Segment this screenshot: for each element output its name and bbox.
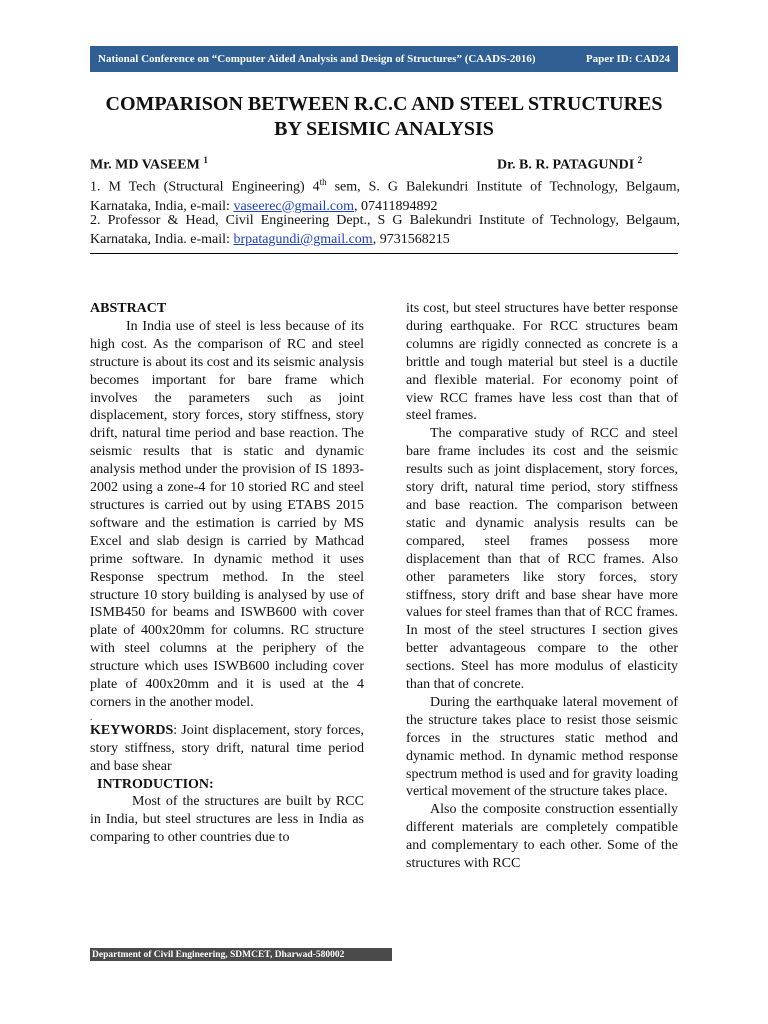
affiliation-2-text: 2. Professor & Head, Civil Engineering Dept., S G Balekundri Institute of Technology, Belgaum, Karnataka, India. e-mail: <box>90 213 680 247</box>
author-2-name: Dr. B. R. PATAGUNDI <box>497 157 635 173</box>
email-link-1[interactable]: vaseerec@gmail.com <box>233 198 354 214</box>
right-paragraph-3: During the earthquake lateral movement of the structure takes place to resist those seismic forces in the structures static method and dynamic method. In dynamic method response spectrum method is used and for gravity loading vertical movement of the structure takes place. <box>406 694 678 800</box>
paper-title-line1: COMPARISON BETWEEN R.C.C AND STEEL STRUCTURES <box>105 93 663 115</box>
affiliation-1-phone: , 07411894892 <box>354 198 438 214</box>
right-paragraph-1: its cost, but steel structures have better response during earthquake. For RCC structures beam columns are rigidly connected as concrete is a brittle and tough material but steel is a ductile and flexible material. For economy point of view RCC frames have less cost than that of steel frames. <box>406 301 678 424</box>
keywords-label: KEYWORDS <box>90 722 174 738</box>
abstract-text: In India use of steel is less because of its high cost. As the comparison of RC and steel structure is about its cost and its seismic analysis becomes important for bare frame which involves the parameters such as joint displacement, story forces, story stiffness, story drift, natural time period and base reaction. The seismic results that is static and dynamic analysis method under the provision of IS 1893-2002 using a zone-4 for 10 storied RC and steel structures is carried out by using ETABS 2015 software and the estimation is carried by MS Excel and slab design is carried by Mathcad prime software. In dynamic method it uses Response spectrum method. In the steel structure 10 story building is analysed by use of ISMB450 for beams and ISWB600 with cover plate of 400x20mm for columns. RC structure with steel columns at the periphery of the structure which uses ISWB600 including cover plate of 400x20mm and it is used at the 4 corners in the another model. <box>90 318 364 710</box>
author-1-sup: 1 <box>203 155 208 165</box>
author-2-sup: 2 <box>637 155 643 165</box>
stray-dot: . <box>90 711 93 722</box>
conference-header-bar <box>90 46 678 72</box>
affiliation-2-phone: , 9731568215 <box>372 232 450 247</box>
right-paragraph-2: The comparative study of RCC and steel bare frame includes its cost and the seismic results such as joint displacement, story forces, story drift, natural time period, story stiffness and base reaction. The comparison between static and dynamic analysis results can be compared, steel frames possess more displacement than that of RCC frames. Also other parameters like story forces, story stiffness, story drift and base shear have more values for steel frames than that of RCC frames. In most of the steel structures I section gives better advantageous compare to the other sections. Steel has more modulus of elasticity than that of concrete. <box>406 426 678 693</box>
email-link-2[interactable]: brpatagundi@gmail.com <box>233 232 373 247</box>
abstract-heading: ABSTRACT <box>90 301 167 316</box>
right-paragraph-4: Also the composite construction essentially different materials are completely compatible and complementary to each other. Some of the structures with RCC <box>406 802 678 872</box>
department-footer-bar <box>90 948 392 961</box>
conference-name: National Conference on “Computer Aided Analysis and Design of Structures” (CAADS-2016) <box>98 53 536 65</box>
affiliation-2 <box>90 211 680 249</box>
header-divider <box>90 253 678 254</box>
left-column <box>90 300 364 847</box>
introduction-heading: INTRODUCTION: <box>97 776 214 792</box>
affiliation-1-sup: th <box>319 177 327 187</box>
introduction-paragraph-1: Most of the structures are built by RCC in India, but steel structures are less in India as comparing to other countries due to <box>90 794 364 846</box>
affiliation-1-text-b: sem, S. G Balekundri Institute of Technology, Belgaum, Karnataka, India, e-mail: <box>90 179 680 214</box>
keywords-text: : Joint displacement, story forces, story stiffness, story drift, natural time period and base shear <box>90 722 364 774</box>
paper-id: Paper ID: CAD24 <box>585 53 670 65</box>
paper-title-line2: BY SEISMIC ANALYSIS <box>274 118 494 140</box>
affiliation-1-text-a: 1. M Tech (Structural Engineering) 4 <box>90 179 320 195</box>
keywords <box>90 722 364 776</box>
affiliation-1 <box>90 173 680 216</box>
right-column <box>406 300 678 873</box>
department-footer-text: Department of Civil Engineering, SDMCET, Dharwad-580002 <box>92 949 345 960</box>
author-1 <box>90 155 208 174</box>
author-1-name: Mr. MD VASEEM <box>90 157 200 173</box>
paper-title <box>60 92 708 142</box>
author-2 <box>497 155 642 174</box>
